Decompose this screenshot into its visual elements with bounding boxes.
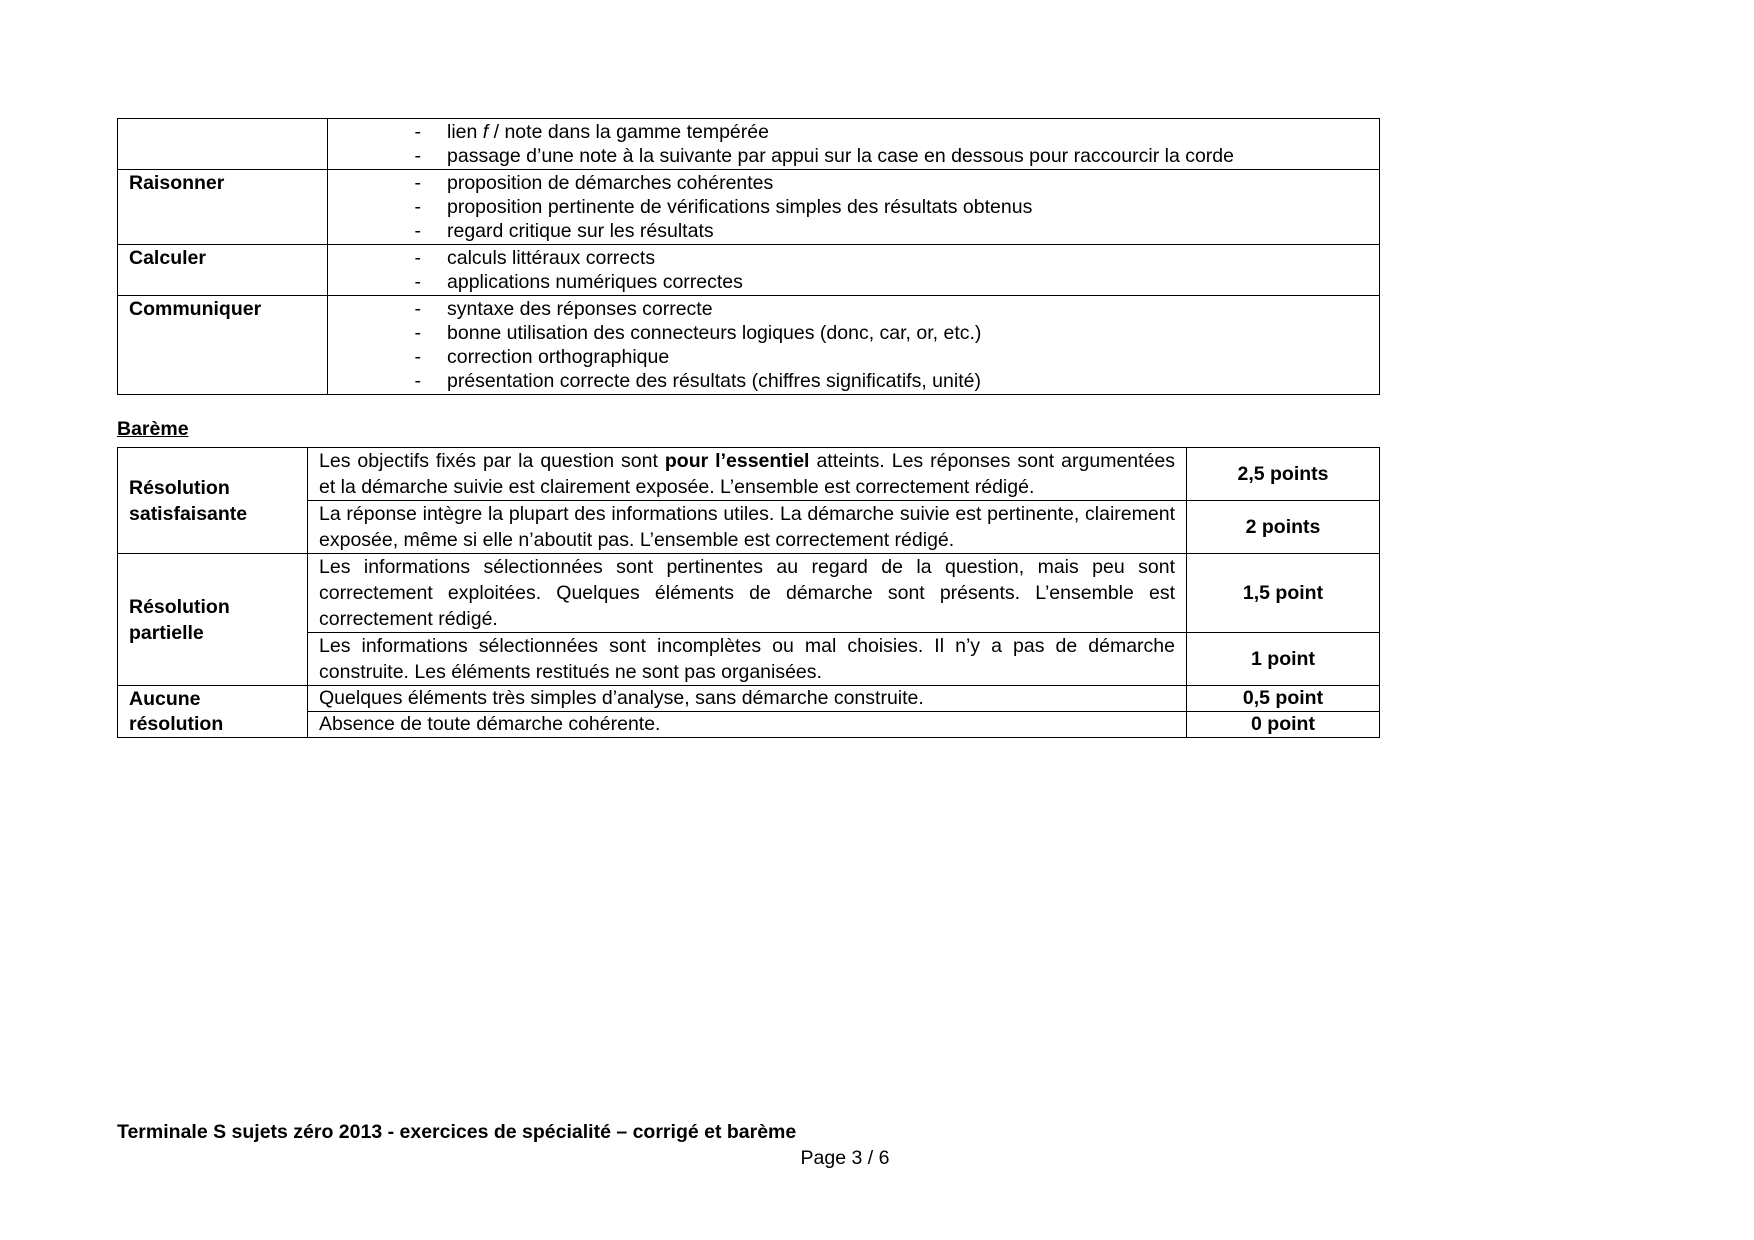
points-value: 2,5 points — [1187, 448, 1380, 501]
competence-row — [118, 245, 1380, 296]
competence-items — [328, 119, 1380, 170]
footer-title: Terminale S sujets zéro 2013 - exercices de spécialité – corrigé et barème — [117, 1121, 797, 1143]
list-item — [328, 321, 1379, 345]
list-item — [328, 345, 1379, 369]
list-item — [328, 219, 1379, 243]
list-item — [328, 144, 1379, 168]
competence-items — [328, 170, 1380, 245]
page-number: Page 3 / 6 — [800, 1147, 890, 1169]
bullet-dash: - — [414, 121, 421, 143]
competence-category: Calculer — [118, 245, 328, 296]
competence-category: Communiquer — [118, 296, 328, 395]
bullet-dash: - — [414, 322, 421, 344]
bullet-dash: - — [414, 271, 421, 293]
points-value: 0 point — [1187, 712, 1380, 738]
competence-items — [328, 296, 1380, 395]
item-text: applications numériques correctes — [447, 271, 743, 293]
criteria-description: Les informations sélectionnées sont pertinentes au regard de la question, mais peu sont correctement exploitées. Quelques éléments de démarche sont présents. L’ensemble est correctement rédigé. — [308, 554, 1187, 633]
table-row — [118, 633, 1380, 686]
table-row — [118, 501, 1380, 554]
item-text: proposition pertinente de vérifications simples des résultats obtenus — [447, 196, 1033, 218]
bullet-dash: - — [414, 196, 421, 218]
list-item — [328, 195, 1379, 219]
competence-row — [118, 170, 1380, 245]
competence-items — [328, 245, 1380, 296]
points-value: 0,5 point — [1187, 686, 1380, 712]
table-row — [118, 554, 1380, 633]
item-text: calculs littéraux corrects — [447, 247, 656, 269]
item-text: bonne utilisation des connecteurs logiques (donc, car, or, etc.) — [447, 322, 982, 344]
bullet-dash: - — [414, 346, 421, 368]
points-value: 2 points — [1187, 501, 1380, 554]
list-item — [328, 171, 1379, 195]
bullet-dash: - — [414, 145, 421, 167]
item-text: proposition de démarches cohérentes — [447, 172, 774, 194]
competence-row — [118, 119, 1380, 170]
list-item — [328, 297, 1379, 321]
level-partielle: Résolution partielle — [118, 554, 308, 686]
criteria-description: La réponse intègre la plupart des informations utiles. La démarche suivie est pertinente, clairement exposée, même si elle n’aboutit pas. L’ensemble est correctement rédigé. — [308, 501, 1187, 554]
item-text: lien f / note dans la gamme tempérée — [447, 121, 769, 143]
list-item — [328, 369, 1379, 393]
list-item — [328, 120, 1379, 144]
criteria-description: Les objectifs fixés par la question sont pour l’essentiel atteints. Les réponses sont argumentées et la démarche suivie est clairement exposée. L’ensemble est correctement rédigé. — [308, 448, 1187, 501]
points-value: 1 point — [1187, 633, 1380, 686]
criteria-description: Absence de toute démarche cohérente. — [308, 712, 1187, 738]
item-text: regard critique sur les résultats — [447, 220, 714, 242]
points-value: 1,5 point — [1187, 554, 1380, 633]
item-text: passage d’une note à la suivante par appui sur la case en dessous pour raccourcir la corde — [447, 145, 1234, 167]
bullet-dash: - — [414, 247, 421, 269]
criteria-description: Quelques éléments très simples d’analyse, sans démarche construite. — [308, 686, 1187, 712]
criteria-description: Les informations sélectionnées sont incomplètes ou mal choisies. Il n’y a pas de démarche construite. Les éléments restitués ne sont pas organisées. — [308, 633, 1187, 686]
table-row — [118, 448, 1380, 501]
item-text: présentation correcte des résultats (chiffres significatifs, unité) — [447, 370, 981, 392]
bullet-dash: - — [414, 220, 421, 242]
table-row — [118, 712, 1380, 738]
bullet-dash: - — [414, 172, 421, 194]
bareme-title: Barème — [117, 418, 189, 440]
competences-table — [117, 118, 1380, 395]
bullet-dash: - — [414, 370, 421, 392]
list-item — [328, 270, 1379, 294]
competence-row — [118, 296, 1380, 395]
competence-category: Raisonner — [118, 170, 328, 245]
level-satisfaisante: Résolution satisfaisante — [118, 448, 308, 554]
competence-category — [118, 119, 328, 170]
list-item — [328, 246, 1379, 270]
item-text: syntaxe des réponses correcte — [447, 298, 713, 320]
item-text: correction orthographique — [447, 346, 670, 368]
table-row — [118, 686, 1380, 712]
bullet-dash: - — [414, 298, 421, 320]
bareme-table — [117, 447, 1380, 738]
level-aucune: Aucune résolution — [118, 686, 308, 738]
